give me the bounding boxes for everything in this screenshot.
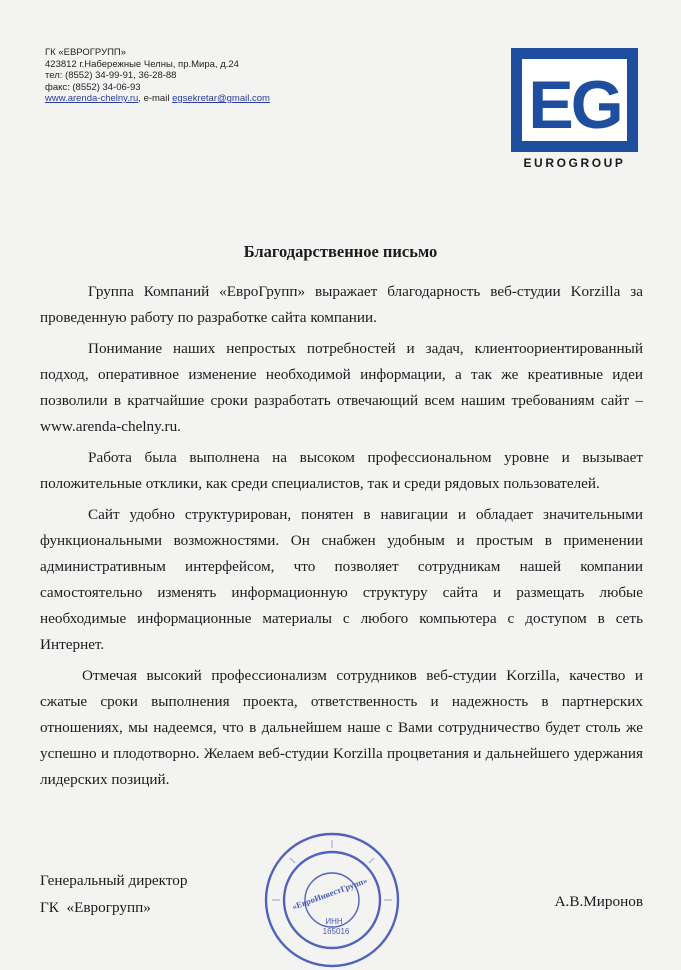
stamp-number: 165016 [322, 927, 350, 936]
paragraph: Понимание наших непростых потребностей и задач, клиентоориентированный подход, оперативное изменение необходимой информации, а так же креативные идеи позволили в кратчайшие сроки разработать отвечающий всем нашим требованиям сайт – www.arenda-chelny.ru. [40, 340, 643, 435]
company-stamp [262, 830, 402, 970]
signature-block [40, 867, 187, 921]
eurogroup-logo [511, 48, 638, 152]
company-address: 423812 г.Набережные Челны, пр.Мира, д.24 [45, 58, 239, 70]
stamp-inn-label: ИНН [325, 917, 343, 926]
email-label: , e-mail [138, 93, 173, 104]
logo-letters: EG [528, 67, 621, 143]
signer-position: Генеральный директор [40, 872, 188, 889]
letterhead-contacts [45, 47, 270, 105]
website-link[interactable]: www.arenda-chelny.ru [45, 93, 139, 104]
letter-title: Благодарственное письмо [243, 242, 438, 261]
logo-caption: EUROGROUP [523, 156, 626, 170]
company-fax: факс: (8552) 34-06-93 [45, 81, 141, 93]
company-name: ГК «ЕВРОГРУПП» [45, 47, 127, 58]
company-web-line [45, 93, 270, 105]
paragraph: Группа Компаний «ЕвроГрупп» выражает благодарность веб-студии Korzilla за проведенную работу по разработке сайта компании. [40, 283, 643, 326]
stamp-center-text: «ЕвроИнвестГрупп» [290, 875, 369, 912]
paragraph: Отмечая высокий профессионализм сотрудников веб-студии Korzilla, качество и сжатые сроки выполнения проекта, ответственность и надежность в партнерских отношениях, мы надеемся, что в дальнейшем наше с Вами сотрудничество будет столь же успешно и плодотворно. Желаем веб-студии Korzilla процветания и дальнейшего удержания лидерских позиций. [40, 667, 643, 788]
paragraph: Работа была выполнена на высоком профессиональном уровне и вызывает положительные отклики, как среди специалистов, так и среди рядовых пользователей. [40, 449, 643, 492]
paragraph: Сайт удобно структурирован, понятен в навигации и обладает значительными функциональными возможностями. Он снабжен удобным и простым в применении административным интерфейсом, что позволяет сотрудникам нашей компании самостоятельно изменять информационную структуру сайта и размещать любые необходимые информационные материалы с любого компьютера с доступом в сеть Интернет. [40, 506, 643, 653]
letter-body [40, 279, 643, 798]
signer-company: ГК «Еврогрупп» [40, 899, 151, 916]
company-phone: тел: (8552) 34-99-91, 36-28-88 [45, 70, 177, 81]
email-link[interactable]: egsekretar@gmail.com [172, 93, 270, 104]
signer-name: А.В.Миронов [554, 893, 643, 910]
stamp-rings [266, 834, 398, 966]
